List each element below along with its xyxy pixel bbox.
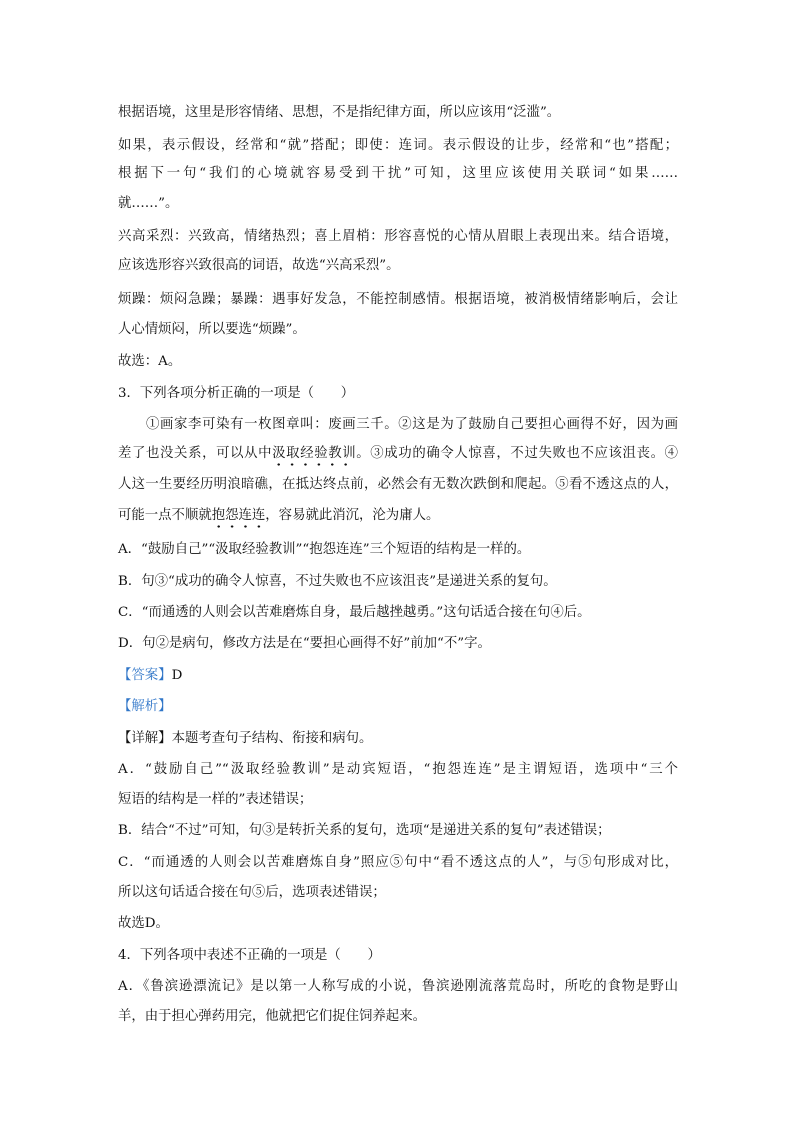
passage-text: ，容易就此消沉，沦为庸人。 [265, 508, 440, 523]
detail-line: C．“而通透的人则会以苦难磨炼自身”照应⑤句中“看不透这点的人”，与⑤句形成对比， [118, 855, 678, 870]
detail-line: 短语的结构是一样的”表述错误； [118, 792, 313, 807]
emphasis-dotted-phrase: 抱怨连连 [211, 508, 266, 523]
question-3-stem: 3．下列各项分析正确的一项是（ ） [118, 386, 355, 401]
explanation-line: 应该选形容兴致很高的词语，故选“兴高采烈”。 [118, 258, 400, 273]
explanation-line: 如果，表示假设，经常和“就”搭配；即使：连词。表示假设的让步，经常和“也”搭配； [118, 138, 678, 153]
passage-line [118, 507, 678, 525]
option-d: D．句②是病句，修改方法是在“要担心画得不好”前加“不”字。 [118, 636, 491, 651]
question-4-stem: 4．下列各项中表述不正确的一项是（ ） [118, 948, 381, 963]
passage-text: 差了也没关系，可以从中 [118, 446, 273, 461]
option-c: C．“而通透的人则会以苦难磨炼自身，最后越挫越勇。”这句话适合接在句④后。 [118, 605, 591, 620]
question-4-option-a-cont: 羊，由于担心弹药用完，他就把它们捉住饲养起来。 [118, 1009, 426, 1024]
detail-conclusion: 故选D。 [118, 916, 169, 931]
explanation-line: 烦躁：烦闷急躁；暴躁：遇事好发急，不能控制感情。根据语境，被消极情绪影响后，会让 [118, 292, 678, 307]
answer-label: 【答案】 [118, 668, 172, 683]
explanation-line: 根据语境，这里是形容情绪、思想，不是指纪律方面，所以应该用“泛滥”。 [118, 105, 561, 120]
emphasis-dotted-phrase: 汲取经验教训 [272, 446, 357, 461]
detail-line: 所以这句话适合接在句⑤后，选项表述错误； [118, 885, 386, 900]
analysis-label: 【解析】 [118, 699, 172, 714]
detail-line: A．“鼓励自己”“汲取经验教训”是动宾短语，“抱怨连连”是主谓短语，选项中“三个 [118, 762, 678, 777]
explanation-line: 就……”。 [118, 196, 179, 211]
option-a: A．“鼓励自己”“汲取经验教训”“抱怨连连”三个短语的结构是一样的。 [118, 542, 531, 557]
detail-intro-line [118, 730, 678, 748]
explanation-line: 人心情烦闷，所以要选“烦躁”。 [118, 322, 306, 337]
explanation-line: 根据下一句“我们的心境就容易受到干扰”可知，这里应该使用关联词“如果…… [118, 166, 678, 181]
passage-line [118, 445, 678, 463]
question-4-option-a: A．《鲁滨逊漂流记》是以第一人称写成的小说，鲁滨逊刚流落荒岛时，所吃的食物是野山 [118, 979, 678, 994]
detail-line: B．结合“不过”可知，句③是转折关系的复句，选项“是递进关系的复句”表述错误； [118, 823, 611, 838]
passage-text: 可能一点不顺就 [118, 508, 212, 523]
passage-line: 人这一生要经历明浪暗礁，在抵达终点前，必然会有无数次跌倒和爬起。⑤看不透这点的人， [118, 477, 678, 492]
answer-line [118, 667, 678, 685]
detail-intro: 本题考查句子结构、衔接和病句。 [171, 731, 373, 746]
explanation-line: 兴高采烈：兴致高，情绪热烈；喜上眉梢：形容喜悦的心情从眉眼上表现出来。结合语境， [118, 229, 678, 244]
detail-label: 【详解】 [118, 731, 172, 746]
option-b: B．句③“成功的确令人惊喜，不过失败也不应该沮丧”是递进关系的复句。 [118, 574, 557, 589]
answer-value: D [171, 668, 183, 683]
passage-text: 。③成功的确令人惊喜，不过失败也不应该沮丧。④ [356, 446, 678, 461]
conclusion-line: 故选：A。 [118, 354, 182, 369]
passage-line: ①画家李可染有一枚图章叫：废画三千。②这是为了鼓励自己要担心画得不好，因为画 [146, 417, 678, 432]
